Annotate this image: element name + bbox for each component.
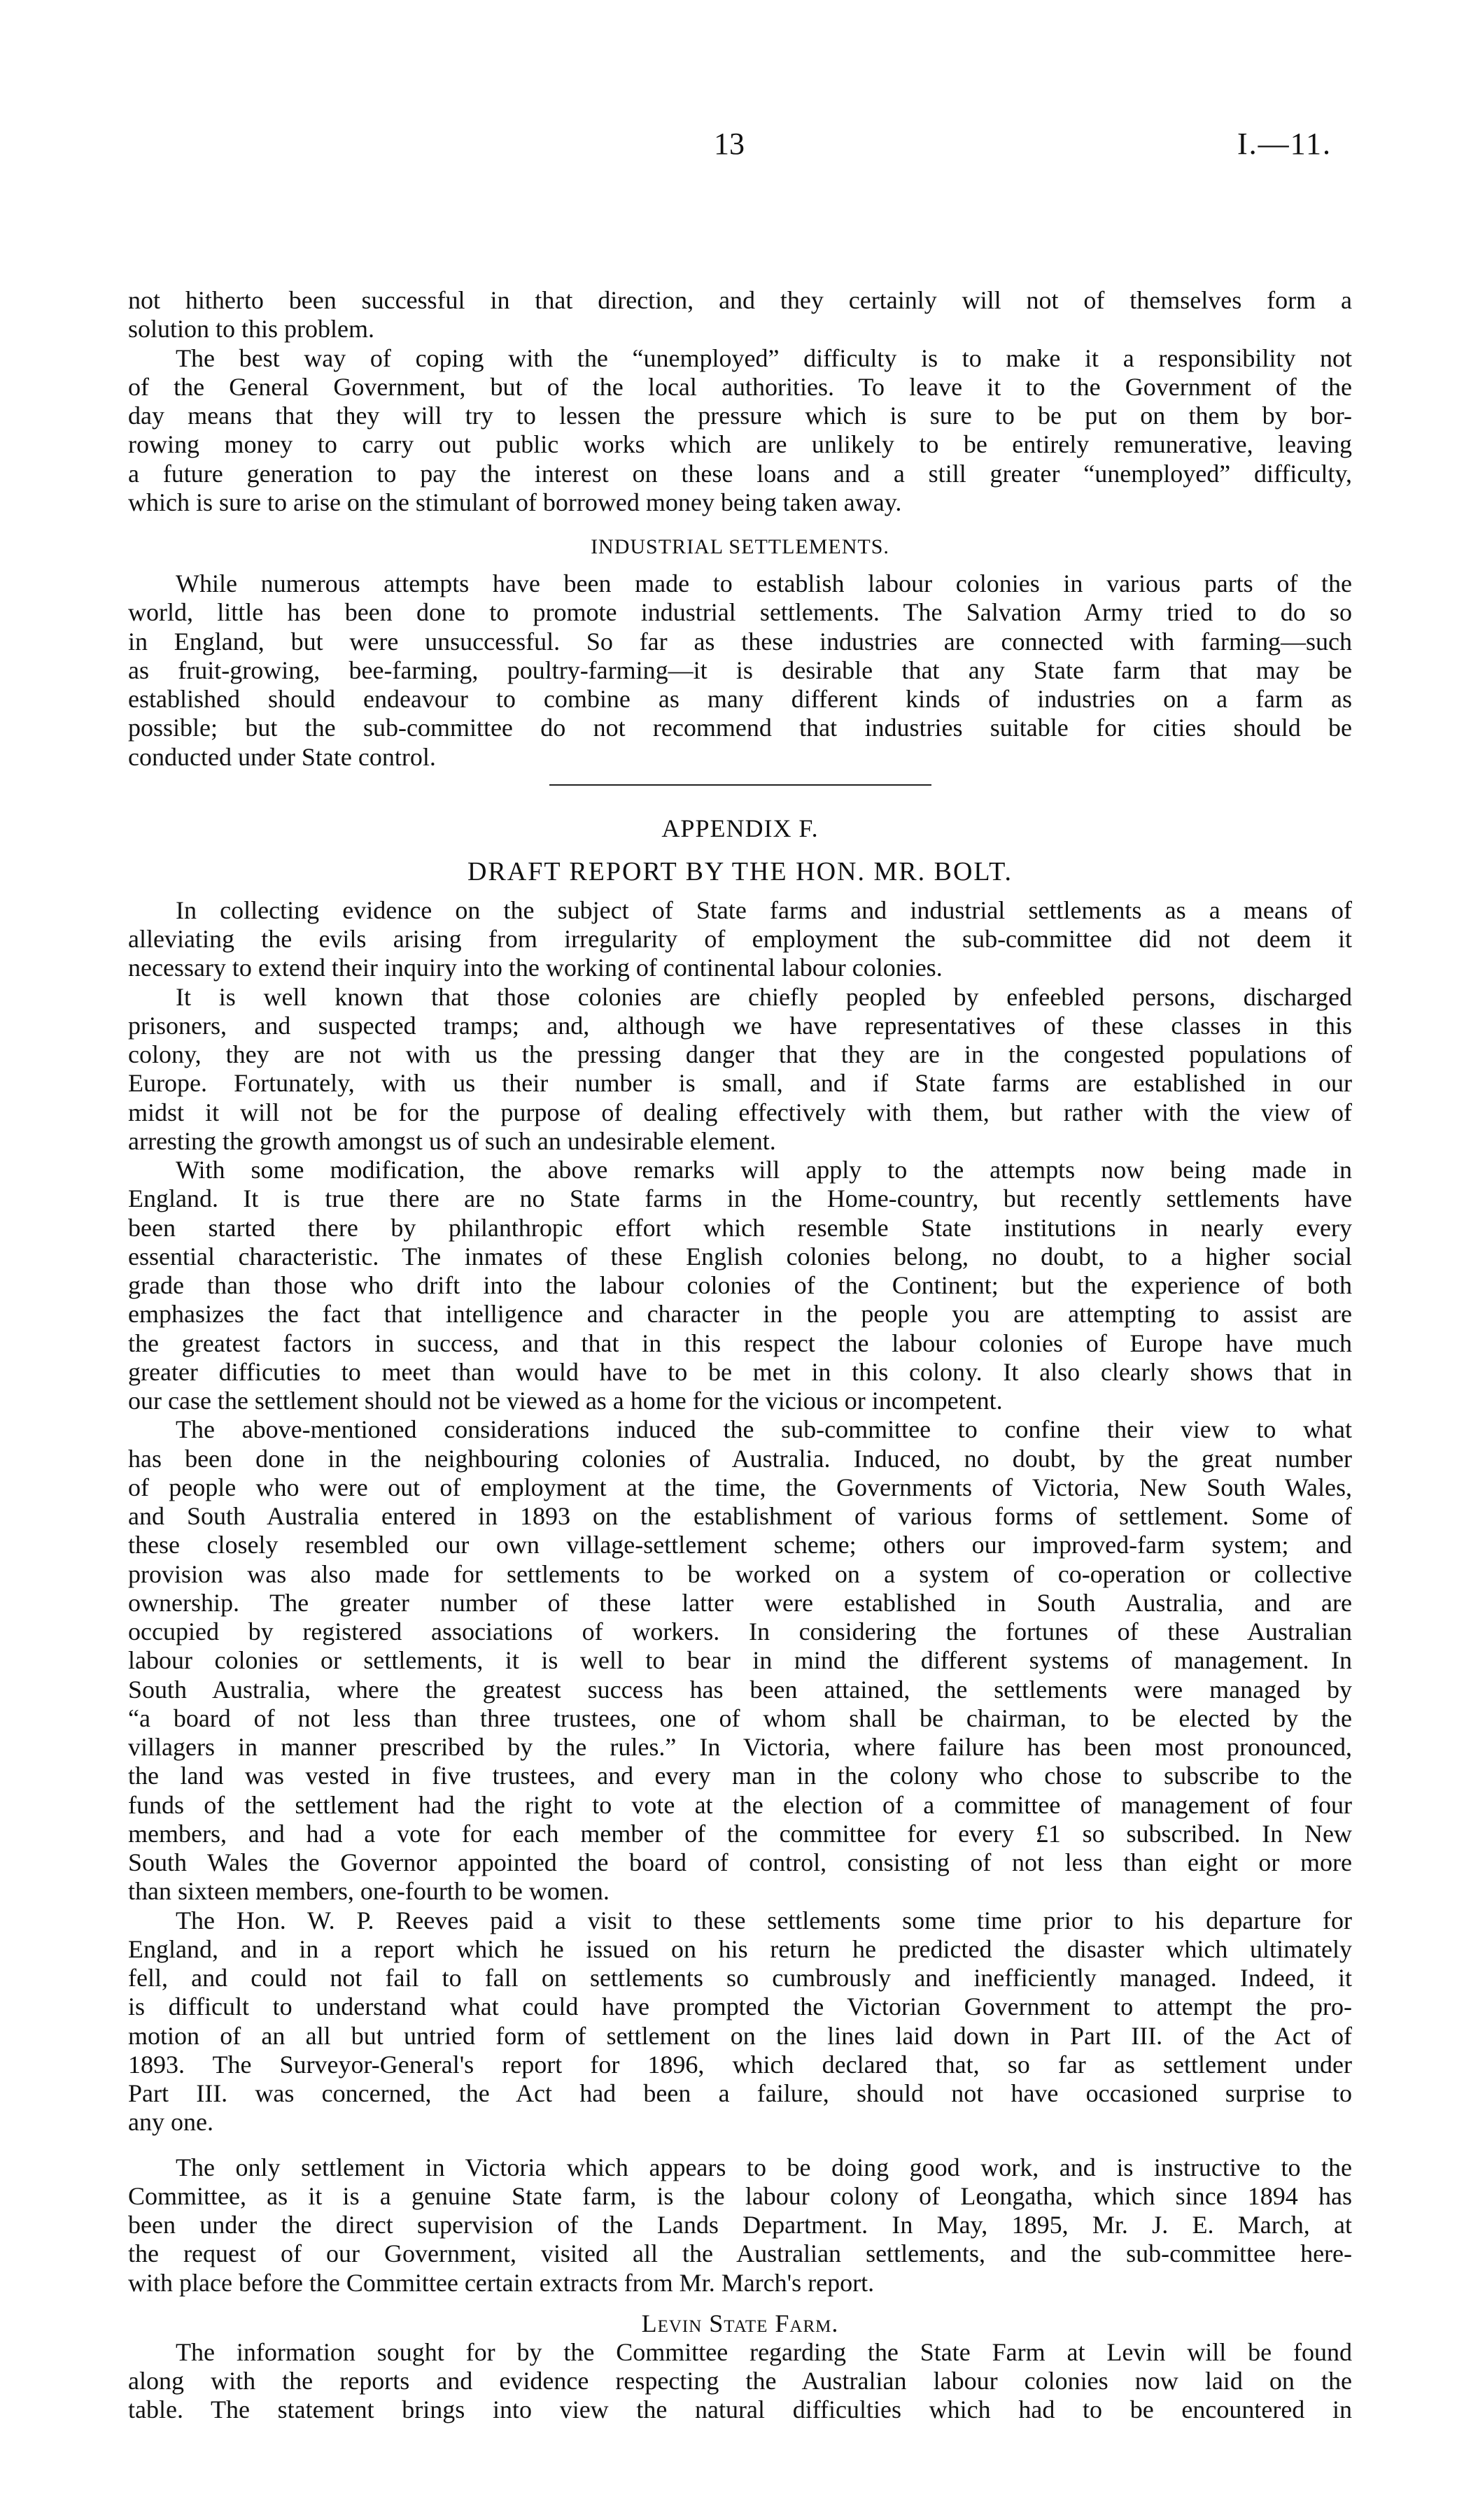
text-line: members, and had a vote for each member of the committee for every £1 so subscribed. In New	[128, 1819, 1352, 1848]
text-line: which is sure to arise on the stimulant of borrowed money being taken away.	[128, 488, 902, 516]
text-line: as fruit-growing, bee-farming, poultry-farming—it is desirable that any State farm that may be	[128, 656, 1352, 684]
text-line: The only settlement in Victoria which appears to be doing good work, and is instructive to the	[176, 2153, 1352, 2181]
text-line: midst it will not be for the purpose of dealing effectively with them, but rather with the view of	[128, 1098, 1352, 1126]
text-line: any one.	[128, 2108, 213, 2137]
text-line: day means that they will try to lessen the pressure which is sure to be put on them by bor-	[128, 402, 1352, 430]
paragraph	[128, 344, 1352, 518]
text-line: conducted under State control.	[128, 742, 436, 771]
text-line: The best way of coping with the “unemployed” difficulty is to make it a responsibility not	[176, 344, 1352, 372]
section-heading: APPENDIX F.	[661, 814, 819, 842]
text-line: England. It is true there are no State farms in the Home-country, but recently settlements have	[128, 1184, 1352, 1213]
text-line: the land was vested in five trustees, and every man in the colony who chose to subscribe to the	[128, 1762, 1352, 1790]
paragraph	[128, 2338, 1352, 2425]
text-line: been started there by philanthropic effort which resemble State institutions in nearly every	[128, 1213, 1352, 1242]
text-line: While numerous attempts have been made to establish labour colonies in various parts of the	[176, 569, 1352, 597]
text-line: provision was also made for settlements to be worked on a system of co-operation or collective	[128, 1559, 1352, 1588]
text-line: the request of our Government, visited all the Australian settlements, and the sub-committee here-	[128, 2239, 1352, 2268]
text-line: Europe. Fortunately, with us their number is small, and if State farms are established in our	[128, 1069, 1352, 1098]
text-line: has been done in the neighbouring colonies of Australia. Induced, no doubt, by the great number	[128, 1444, 1352, 1473]
text-line: villagers in manner prescribed by the rules.” In Victoria, where failure has been most pronounced,	[128, 1733, 1352, 1761]
text-line: funds of the settlement had the right to vote at the election of a committee of management of four	[128, 1790, 1352, 1819]
document-body	[128, 286, 1352, 2425]
section-heading: Levin State Farm.	[641, 2309, 839, 2337]
text-line: alleviating the evils arising from irregularity of employment the sub-committee did not deem it	[128, 925, 1352, 953]
text-line: 1893. The Surveyor-General's report for 1896, which declared that, so far as settlement under	[128, 2050, 1352, 2079]
text-line: with place before the Committee certain extracts from Mr. March's report.	[128, 2268, 875, 2297]
text-line: of the General Government, but of the local authorities. To leave it to the Government of the	[128, 372, 1352, 401]
text-line: world, little has been done to promote industrial settlements. The Salvation Army tried to do so	[128, 598, 1352, 627]
text-line: in England, but were unsuccessful. So far as these industries are connected with farming—such	[128, 627, 1352, 656]
text-line: established should endeavour to combine as many different kinds of industries on a farm as	[128, 685, 1352, 713]
text-line: grade than those who drift into the labour colonies of the Continent; but the experience of both	[128, 1271, 1352, 1299]
section-heading: DRAFT REPORT BY THE HON. MR. BOLT.	[467, 856, 1013, 886]
text-line: motion of an all but untried form of settlement on the lines laid down in Part III. of the Act of	[128, 2021, 1352, 2050]
text-line: greater difficuties to meet than would have to be met in this colony. It also clearly shows that in	[128, 1357, 1352, 1386]
text-line: “a board of not less than three trustees, one of whom shall be chairman, to be elected by the	[128, 1704, 1352, 1732]
paragraph	[128, 2153, 1352, 2298]
section-divider	[549, 784, 931, 786]
text-line: is difficult to understand what could have prompted the Victorian Government to attempt the pro-	[128, 1992, 1352, 2021]
text-line: labour colonies or settlements, it is well to bear in mind the different systems of management. In	[128, 1646, 1352, 1675]
paragraph	[128, 896, 1352, 983]
text-line: along with the reports and evidence respecting the Australian labour colonies now laid on the	[128, 2367, 1352, 2395]
text-line: emphasizes the fact that intelligence and character in the people you are attempting to assist are	[128, 1300, 1352, 1329]
text-line: fell, and could not fail to fall on settlements so cumbrously and inefficiently managed. Indeed, it	[128, 1964, 1352, 1992]
text-line: solution to this problem.	[128, 315, 375, 344]
text-line: Part III. was concerned, the Act had been a failure, should not have occasioned surprise to	[128, 2079, 1352, 2107]
text-line: colony, they are not with us the pressing danger that they are in the congested populations of	[128, 1040, 1352, 1068]
paragraph	[128, 569, 1352, 772]
text-line: these closely resembled our own village-settlement scheme; others our improved-farm system; and	[128, 1531, 1352, 1559]
text-line: essential characteristic. The inmates of these English colonies belong, no doubt, to a higher social	[128, 1242, 1352, 1270]
page-number: 13	[714, 127, 745, 161]
text-line: rowing money to carry out public works which are unlikely to be entirely remunerative, leaving	[128, 430, 1352, 459]
text-line: prisoners, and suspected tramps; and, although we have representatives of these classes in this	[128, 1011, 1352, 1040]
text-line: our case the settlement should not be viewed as a home for the vicious or incompetent.	[128, 1387, 1003, 1415]
text-line: South Australia, where the greatest success has been attained, the settlements were managed by	[128, 1675, 1352, 1704]
text-line: Committee, as it is a genuine State farm, is the labour colony of Leongatha, which since 1894 has	[128, 2181, 1352, 2210]
text-line: The information sought for by the Committee regarding the State Farm at Levin will be found	[176, 2337, 1352, 2366]
text-line: a future generation to pay the interest on these loans and a still greater “unemployed” difficulty,	[128, 459, 1352, 488]
text-line: With some modification, the above remarks will apply to the attempts now being made in	[176, 1156, 1352, 1184]
text-line: the greatest factors in success, and that in this respect the labour colonies of Europe have much	[128, 1329, 1352, 1357]
text-line: England, and in a report which he issued on his return he predicted the disaster which ultimately	[128, 1934, 1352, 1963]
text-line: South Wales the Governor appointed the board of control, consisting of not less than eight or more	[128, 1848, 1352, 1876]
text-line: and South Australia entered in 1893 on the establishment of various forms of settlement. Some of	[128, 1502, 1352, 1530]
paragraph	[128, 1156, 1352, 1415]
text-line: table. The statement brings into view the natural difficulties which had to be encountered in	[128, 2395, 1352, 2424]
text-line: not hitherto been successful in that direction, and they certainly will not of themselves form a	[128, 286, 1352, 314]
text-line: The above-mentioned considerations induced the sub-committee to confine their view to what	[176, 1415, 1352, 1444]
text-line: arresting the growth amongst us of such an undesirable element.	[128, 1126, 776, 1155]
text-line: possible; but the sub-committee do not recommend that industries suitable for cities should be	[128, 714, 1352, 742]
text-line: ownership. The greater number of these latter were established in South Australia, and are	[128, 1588, 1352, 1617]
text-line: of people who were out of employment at the time, the Governments of Victoria, New South Wales,	[128, 1473, 1352, 1501]
paragraph	[128, 1906, 1352, 2137]
text-line: occupied by registered associations of workers. In considering the fortunes of these Australian	[128, 1618, 1352, 1645]
paragraph	[128, 1415, 1352, 1906]
document-reference: I.—11.	[1237, 127, 1332, 161]
text-line: necessary to extend their inquiry into the working of continental labour colonies.	[128, 954, 943, 982]
paragraph	[128, 983, 1352, 1156]
text-line: been under the direct supervision of the Lands Department. In May, 1895, Mr. J. E. March, at	[128, 2211, 1352, 2239]
text-line: The Hon. W. P. Reeves paid a visit to these settlements some time prior to his departure for	[176, 1906, 1352, 1934]
paragraph	[128, 286, 1352, 344]
text-line: In collecting evidence on the subject of State farms and industrial settlements as a means of	[176, 896, 1352, 924]
section-heading: INDUSTRIAL SETTLEMENTS.	[591, 535, 889, 558]
text-line: than sixteen members, one-fourth to be women.	[128, 1877, 610, 1906]
text-line: It is well known that those colonies are chiefly peopled by enfeebled persons, discharged	[176, 982, 1352, 1011]
